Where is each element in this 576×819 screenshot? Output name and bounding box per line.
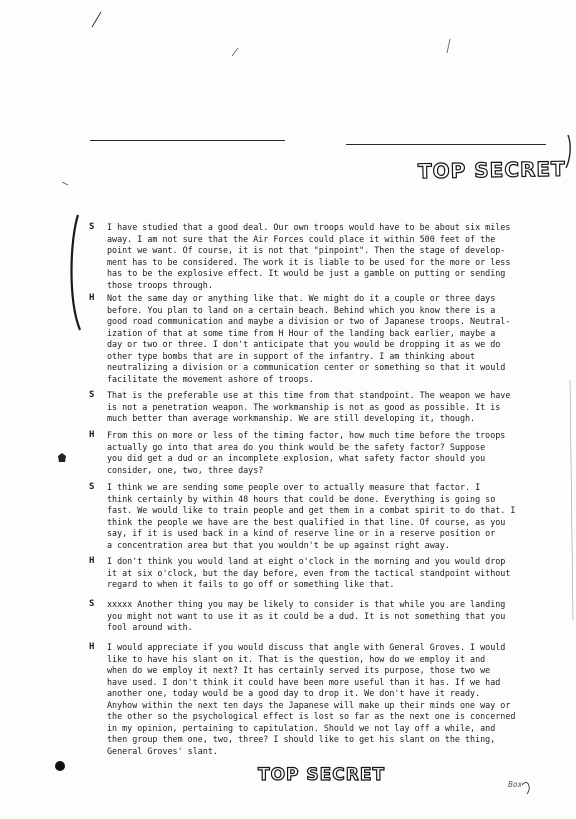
text-line: I think we are sending some people over to actually measure that factor. I <box>107 482 481 492</box>
text-line: like to have his slant on it. That is the question, how do we employ it and <box>107 653 486 664</box>
text-line: think the people we have are the best qualified in that line. Of course, as you <box>107 516 506 527</box>
text-line: facilitate the movement ashore of troops. <box>107 373 314 384</box>
speaker-label: S <box>89 390 95 400</box>
text-line: then group them one, two, three? I should like to get his slant on the thing, <box>107 734 496 744</box>
text-line: much better than average workmanship. We are still developing it, though. <box>107 413 476 423</box>
text-line: xxxxx Another thing you may be likely to consider is that while you are landing <box>107 599 506 609</box>
text-line: ization of that at some time from H Hour of the landing back earlier, maybe a <box>107 327 496 338</box>
speaker-label: S <box>89 222 95 232</box>
text-line: Anyhow within the next ten days the Japanese will make up their minds one way or <box>107 699 511 710</box>
page-mark: Box <box>508 780 523 789</box>
text-line: That is the preferable use at this time from that standpoint. The weapon we have <box>107 390 511 400</box>
text-line: fast. We would like to train people and get them in a combat spirit to do that. I <box>107 505 516 515</box>
text-line: consider, one, two, three days? <box>107 464 264 475</box>
text-line: before. You plan to land on a certain beach. Behind which you know there is a <box>107 304 496 315</box>
speaker-label: H <box>89 642 95 652</box>
text-line: in my opinion, pertaining to capitulation. Should we not lay off a while, and <box>107 722 496 733</box>
text-line: I would appreciate if you would discuss that angle with General Groves. I would <box>107 642 506 652</box>
text-line: you might not want to use it as it could be a dud. It is not something that you <box>107 610 506 621</box>
text-line: actually go into that area do you think would be the safety factor? Suppose <box>107 441 486 452</box>
text-line: has to be the explosive effect. It would be just a gamble on putting or sending <box>107 268 506 278</box>
text-line: another one, today would be a good day to drop it. We don't have it ready. <box>107 688 481 698</box>
text-line: think certainly by within 48 hours that could be done. Everything is going so <box>107 493 496 504</box>
text-line: day or two or three. I don't anticipate that you would be dropping it as we do <box>107 339 501 349</box>
text-line: the other so the psychological effect is lost so far as the next one is concerned <box>107 711 516 721</box>
text-line: other type bombs that are in support of the infantry. I am thinking about <box>107 350 476 361</box>
text-line: when do we employ it next? It has certainly served its purpose, those two we <box>107 665 491 675</box>
text-line: I have studied that a good deal. Our own troops would have to be about six miles <box>107 222 511 232</box>
text-line: you did get a dud or an incomplete explosion, what safety factor should you <box>107 453 486 463</box>
speaker-label: S <box>89 599 95 609</box>
text-line: is not a penetration weapon. The workmanship is not as good as possible. It is <box>107 401 501 412</box>
text-line: point we want. Of course, it is not that "pinpoint". Then the stage of develop- <box>107 245 506 255</box>
text-line: regard to when it fails to go off or something like that. <box>107 579 395 589</box>
text-line: good road communication and maybe a division or two of Japanese troops. Neutral- <box>107 316 511 326</box>
text-line: I don't think you would land at eight o'clock in the morning and you would drop <box>107 556 506 566</box>
text-line: a concentration area but that you wouldn't be up against right away. <box>107 539 450 550</box>
text-line: have used. I don't think it could have been more useful than it has. If we had <box>107 676 501 687</box>
text-line: those troops through. <box>107 279 213 290</box>
scan-rule-top-right <box>346 144 546 145</box>
text-line: away. I am not sure that the Air Forces could place it within 500 feet of the <box>107 233 496 244</box>
text-line: ment has to be considered. The work it is liable to be used for the more or less <box>107 256 511 267</box>
text-line: fool around with. <box>107 622 193 632</box>
speaker-label: H <box>89 556 95 566</box>
classification-stamp-bottom: TOP SECRET <box>258 765 386 785</box>
speaker-label: H <box>89 430 95 440</box>
text-line: it at six o'clock, but the day before, even from the tactical standpoint without <box>107 567 511 578</box>
text-line: From this on more or less of the timing factor, how much time before the troops <box>107 430 506 440</box>
speaker-label: H <box>89 293 95 303</box>
text-line: neutralizing a division or a communication center or something so that it would <box>107 362 506 372</box>
text-line: General Groves' slant. <box>107 745 218 756</box>
classification-stamp-top: TOP SECRET <box>417 156 566 184</box>
text-line: Not the same day or anything like that. We might do it a couple or three days <box>107 293 496 303</box>
text-line: say, if it is used back in a kind of reserve line or in a reserve position or <box>107 528 496 538</box>
speaker-label: S <box>89 482 95 492</box>
scan-rule-top <box>90 140 285 141</box>
